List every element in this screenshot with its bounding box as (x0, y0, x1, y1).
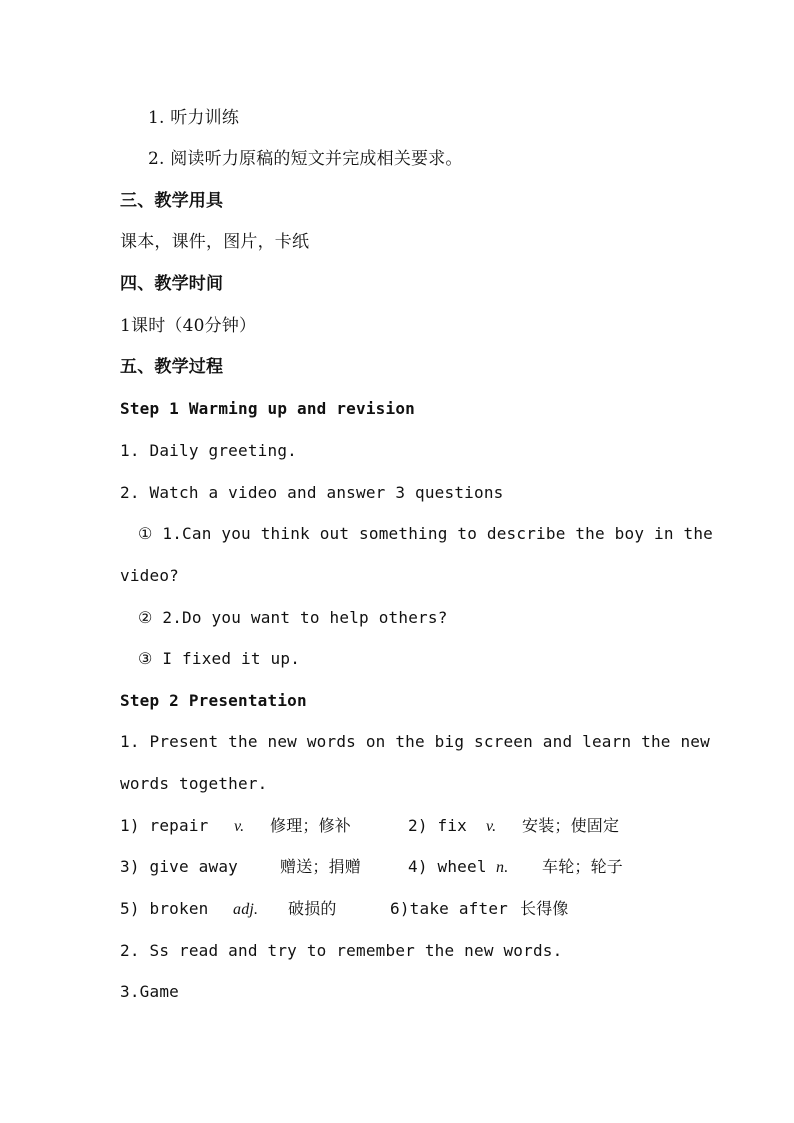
step1-question-3: ③ I fixed it up. (138, 649, 301, 668)
vocab-meaning: 车轮；轮子 (542, 857, 624, 876)
step2-item-3: 3.Game (120, 982, 179, 1001)
step1-question-1-cont: video? (120, 566, 179, 585)
vocab-word: 6)take after (390, 899, 508, 918)
step1-item-2: 2. Watch a video and answer 3 questions (120, 483, 504, 502)
section-heading-tools: 三、教学用具 (120, 191, 224, 211)
step2-item-1-line1: 1. Present the new words on the big screen and learn the new (120, 732, 710, 751)
vocab-meaning: 破损的 (288, 899, 337, 918)
step2-heading: Step 2 Presentation (120, 691, 307, 710)
vocab-word: 3) give away (120, 857, 238, 876)
vocab-pos: v. (486, 818, 497, 835)
vocab-row-2 (120, 856, 623, 879)
vocab-row-3 (120, 898, 569, 921)
step2-item-1-line2: words together. (120, 774, 268, 793)
section-content-tools: 课本，课件，图片，卡纸 (120, 232, 310, 252)
section-heading-process: 五、教学过程 (120, 357, 224, 377)
section-content-time: 1课时（40分钟） (120, 316, 257, 336)
vocab-meaning: 修理；修补 (270, 816, 352, 835)
intro-item-2: 2. 阅读听力原稿的短文并完成相关要求。 (148, 149, 463, 169)
vocab-pos: v. (234, 818, 245, 835)
step1-item-1: 1. Daily greeting. (120, 441, 297, 460)
vocab-word: 2) fix (408, 816, 467, 835)
vocab-word: 1) repair (120, 816, 209, 835)
section-heading-time: 四、教学时间 (120, 274, 224, 294)
vocab-word: 4) wheel (408, 857, 487, 876)
vocab-meaning: 长得像 (520, 899, 569, 918)
vocab-meaning: 安装；使固定 (522, 816, 620, 835)
step2-item-2: 2. Ss read and try to remember the new words. (120, 941, 563, 960)
step1-heading: Step 1 Warming up and revision (120, 399, 415, 418)
step1-question-1: ① 1.Can you think out something to describe the boy in the (138, 524, 714, 543)
intro-item-1: 1. 听力训练 (148, 108, 240, 128)
vocab-row-1 (120, 815, 619, 838)
vocab-pos: adj. (233, 901, 259, 918)
vocab-meaning: 赠送；捐赠 (280, 857, 362, 876)
vocab-pos: n. (496, 859, 509, 876)
step1-question-2: ② 2.Do you want to help others? (138, 608, 448, 627)
vocab-word: 5) broken (120, 899, 209, 918)
